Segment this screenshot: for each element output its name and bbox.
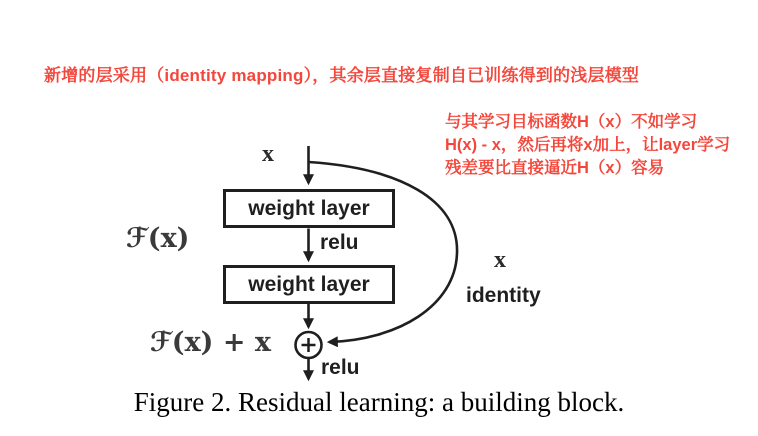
figure-caption: Figure 2. Residual learning: a building block. — [133, 387, 625, 417]
skip-x-label: x — [494, 247, 506, 273]
annotation-side-line-1: 与其学习目标函数H（x）不如学习 — [445, 113, 698, 131]
relu-mid-label: relu — [320, 231, 359, 254]
annotation-side-line-3: 残差要比直接逼近H（x）容易 — [445, 159, 665, 177]
residual-function-label: ℱ(x) — [126, 223, 190, 254]
input-x-label: x — [262, 141, 274, 167]
weight-layer-1-box — [223, 189, 395, 228]
annotation-side-line-2: H(x) - x，然后再将x加上，让layer学习 — [445, 136, 731, 154]
relu-bottom-label: relu — [321, 356, 360, 379]
identity-label: identity — [466, 284, 541, 307]
annotation-top-note: 新增的层采用（identity mapping），其余层直接复制自已训练得到的浅层模型 — [44, 66, 640, 85]
output-formula-label: ℱ(x) + x — [150, 327, 271, 358]
weight-layer-1-label: weight layer — [248, 196, 370, 220]
weight-layer-2-box — [223, 265, 395, 304]
weight-layer-2-label: weight layer — [248, 272, 370, 296]
